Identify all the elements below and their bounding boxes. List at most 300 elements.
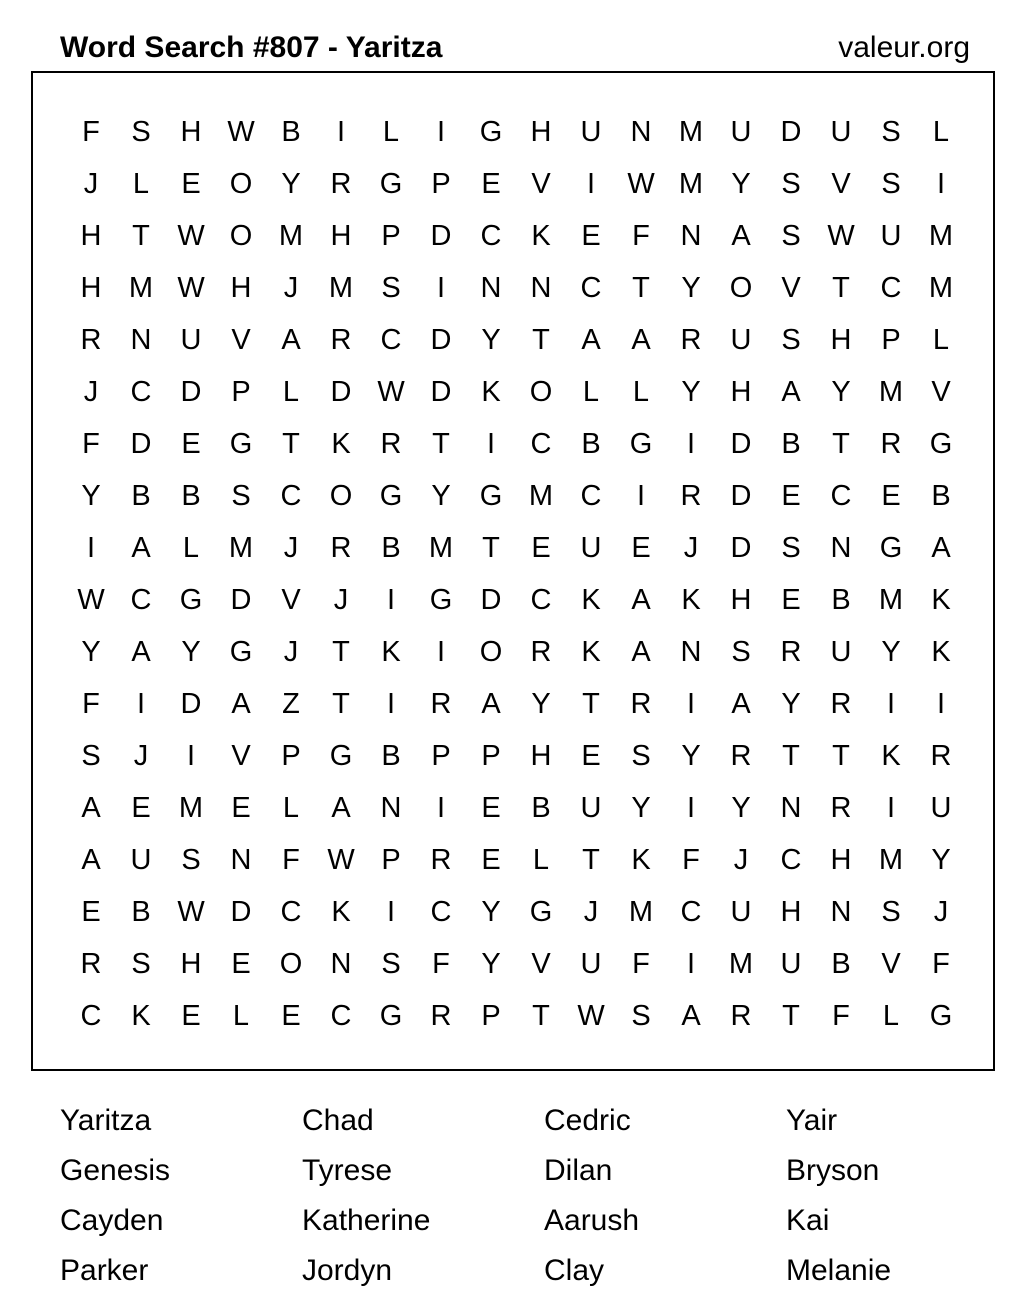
grid-cell: I [886, 687, 896, 720]
grid-cell: H [80, 219, 102, 252]
grid-cell: D [180, 687, 202, 720]
grid-cell: J [283, 531, 299, 564]
grid-cell: C [280, 479, 302, 512]
grid-cell: G [479, 479, 503, 512]
word-list-item: Genesis [60, 1154, 171, 1187]
grid-cell: G [929, 999, 953, 1032]
word-list [60, 1098, 1020, 1298]
grid-cell: N [830, 895, 852, 928]
word-list-item: Katherine [302, 1204, 431, 1237]
grid-cell: G [629, 427, 653, 460]
grid-cell: Y [681, 271, 701, 304]
grid-cell: H [330, 219, 352, 252]
grid-cell: C [780, 843, 802, 876]
grid-cell: N [380, 791, 402, 824]
grid-cell: O [229, 167, 253, 200]
grid-cell: E [481, 167, 501, 200]
word-list-item: Clay [544, 1254, 605, 1287]
word-list-item: Dilan [544, 1154, 613, 1187]
grid-cell: B [581, 427, 601, 460]
grid-cell: D [780, 115, 802, 148]
grid-cell: K [131, 999, 151, 1032]
grid-cell: E [481, 791, 501, 824]
word-list-item: Cedric [544, 1104, 631, 1137]
grid-cell: P [481, 739, 501, 772]
grid-cell: I [936, 167, 946, 200]
grid-cell: T [332, 687, 350, 720]
grid-cell: D [430, 323, 452, 356]
grid-cell: B [381, 531, 401, 564]
grid-cell: K [331, 427, 351, 460]
grid-cell: F [432, 947, 450, 980]
grid-cell: N [780, 791, 802, 824]
grid-cell: C [480, 219, 502, 252]
word-list-item: Parker [60, 1254, 149, 1287]
grid-cell: F [832, 999, 850, 1032]
grid-cell: T [832, 739, 850, 772]
grid-cell: U [830, 115, 852, 148]
grid-cell: Y [481, 895, 501, 928]
grid-cell: I [436, 791, 446, 824]
grid-cell: V [881, 947, 901, 980]
grid-cell: S [881, 115, 901, 148]
grid-cell: K [931, 583, 951, 616]
grid-cell: K [581, 635, 601, 668]
grid-cell: I [486, 427, 496, 460]
grid-cell: Y [781, 687, 801, 720]
grid-cell: E [181, 167, 201, 200]
grid-cell: I [186, 739, 196, 772]
grid-cell: I [386, 583, 396, 616]
grid-cell: A [281, 323, 301, 356]
grid-cell: N [480, 271, 502, 304]
grid-cell: Y [481, 323, 501, 356]
grid-cell: R [380, 427, 402, 460]
grid-cell: S [781, 531, 801, 564]
grid-cell: S [381, 947, 401, 980]
grid-cell: E [481, 843, 501, 876]
grid-cell: F [682, 843, 700, 876]
grid-cell: Y [481, 947, 501, 980]
grid-cell: T [482, 531, 500, 564]
grid-cell: A [631, 583, 651, 616]
grid-cell: Z [282, 687, 300, 720]
grid-cell: M [928, 219, 954, 252]
grid-cell: J [733, 843, 749, 876]
grid-cell: E [881, 479, 901, 512]
grid-cell: S [781, 219, 801, 252]
grid-cell: V [781, 271, 801, 304]
grid-cell: U [130, 843, 152, 876]
grid-cell: Y [681, 375, 701, 408]
grid-cell: M [728, 947, 754, 980]
page-title: Word Search #807 - Yaritza [60, 31, 443, 64]
grid-cell: C [380, 323, 402, 356]
grid-cell: Y [181, 635, 201, 668]
grid-cell: Y [431, 479, 451, 512]
grid-cell: I [336, 115, 346, 148]
grid-cell: L [232, 999, 250, 1032]
word-list-item: Melanie [786, 1254, 892, 1287]
grid-cell: L [632, 375, 650, 408]
grid-cell: G [379, 999, 403, 1032]
grid-cell: M [928, 271, 954, 304]
grid-cell: S [631, 999, 651, 1032]
grid-cell: T [532, 999, 550, 1032]
grid-cell: B [181, 479, 201, 512]
grid-cell: N [680, 219, 702, 252]
grid-cell: D [480, 583, 502, 616]
grid-cell: T [582, 687, 600, 720]
grid-cell: W [577, 999, 605, 1032]
grid-cell: P [381, 843, 401, 876]
word-list-item: Yair [786, 1104, 838, 1137]
grid-cell: W [227, 115, 255, 148]
grid-cell: L [882, 999, 900, 1032]
letter-grid [66, 106, 966, 1042]
grid-cell: U [180, 323, 202, 356]
grid-cell: H [780, 895, 802, 928]
grid-cell: T [632, 271, 650, 304]
grid-cell: U [880, 219, 902, 252]
grid-cell: W [327, 843, 355, 876]
grid-cell: T [132, 219, 150, 252]
grid-cell: M [528, 479, 554, 512]
grid-cell: N [680, 635, 702, 668]
grid-cell: Y [81, 479, 101, 512]
grid-cell: P [381, 219, 401, 252]
grid-cell: D [230, 583, 252, 616]
grid-cell: B [781, 427, 801, 460]
grid-cell: Y [281, 167, 301, 200]
grid-cell: B [931, 479, 951, 512]
grid-cell: G [379, 479, 403, 512]
grid-cell: R [680, 479, 702, 512]
grid-cell: E [531, 531, 551, 564]
grid-cell: W [177, 219, 205, 252]
grid-cell: O [229, 219, 253, 252]
grid-cell: V [531, 947, 551, 980]
grid-cell: M [428, 531, 454, 564]
grid-cell: U [780, 947, 802, 980]
grid-cell: E [231, 791, 251, 824]
grid-cell: U [580, 791, 602, 824]
grid-cell: H [730, 375, 752, 408]
grid-cell: F [282, 843, 300, 876]
grid-cell: D [330, 375, 352, 408]
grid-cell: P [231, 375, 251, 408]
grid-cell: M [878, 375, 904, 408]
grid-cell: J [583, 895, 599, 928]
grid-cell: A [631, 635, 651, 668]
grid-cell: A [731, 687, 751, 720]
word-list-item: Cayden [60, 1204, 164, 1237]
grid-cell: J [83, 167, 99, 200]
grid-cell: S [231, 479, 251, 512]
grid-cell: V [231, 739, 251, 772]
grid-cell: G [179, 583, 203, 616]
grid-cell: E [181, 427, 201, 460]
grid-cell: R [830, 791, 852, 824]
grid-cell: K [381, 635, 401, 668]
grid-cell: O [279, 947, 303, 980]
grid-cell: R [730, 999, 752, 1032]
grid-cell: E [781, 479, 801, 512]
grid-cell: I [136, 687, 146, 720]
grid-cell: I [636, 479, 646, 512]
grid-cell: I [686, 947, 696, 980]
grid-cell: T [432, 427, 450, 460]
grid-cell: H [730, 583, 752, 616]
grid-cell: Y [831, 375, 851, 408]
grid-cell: R [880, 427, 902, 460]
grid-cell: A [931, 531, 951, 564]
word-list-item: Bryson [786, 1154, 880, 1187]
grid-cell: A [331, 791, 351, 824]
grid-cell: E [281, 999, 301, 1032]
grid-cell: E [781, 583, 801, 616]
grid-cell: G [429, 583, 453, 616]
grid-cell: D [430, 375, 452, 408]
grid-cell: S [781, 323, 801, 356]
grid-cell: G [879, 531, 903, 564]
grid-cell: M [878, 583, 904, 616]
grid-cell: L [932, 115, 950, 148]
grid-cell: U [730, 323, 752, 356]
grid-cell: S [881, 167, 901, 200]
grid-cell: K [331, 895, 351, 928]
grid-cell: C [530, 427, 552, 460]
grid-cell: L [282, 791, 300, 824]
grid-cell: C [580, 271, 602, 304]
grid-cell: T [282, 427, 300, 460]
grid-cell: A [81, 791, 101, 824]
site-name: valeur.org [838, 31, 970, 64]
grid-cell: E [631, 531, 651, 564]
grid-cell: A [231, 687, 251, 720]
grid-cell: I [436, 635, 446, 668]
grid-cell: Y [631, 791, 651, 824]
grid-cell: J [283, 271, 299, 304]
grid-cell: D [430, 219, 452, 252]
grid-cell: N [130, 323, 152, 356]
grid-cell: R [430, 687, 452, 720]
grid-cell: V [231, 323, 251, 356]
grid-cell: S [731, 635, 751, 668]
grid-cell: S [881, 895, 901, 928]
grid-cell: R [830, 687, 852, 720]
grid-cell: F [932, 947, 950, 980]
grid-cell: Y [81, 635, 101, 668]
grid-cell: T [782, 739, 800, 772]
grid-cell: K [931, 635, 951, 668]
grid-cell: P [881, 323, 901, 356]
grid-cell: I [886, 791, 896, 824]
grid-cell: K [631, 843, 651, 876]
grid-cell: H [180, 947, 202, 980]
grid-cell: S [781, 167, 801, 200]
grid-cell: C [580, 479, 602, 512]
grid-cell: W [177, 895, 205, 928]
grid-cell: J [683, 531, 699, 564]
grid-cell: L [282, 375, 300, 408]
grid-cell: C [330, 999, 352, 1032]
grid-cell: D [230, 895, 252, 928]
grid-cell: M [178, 791, 204, 824]
word-list-item: Jordyn [302, 1254, 393, 1287]
grid-cell: O [529, 375, 553, 408]
grid-cell: I [936, 687, 946, 720]
grid-cell: M [628, 895, 654, 928]
grid-cell: C [830, 479, 852, 512]
word-list-item: Aarush [544, 1204, 640, 1237]
grid-cell: R [80, 323, 102, 356]
grid-cell: F [82, 687, 100, 720]
grid-cell: W [77, 583, 105, 616]
grid-cell: R [780, 635, 802, 668]
grid-cell: G [529, 895, 553, 928]
grid-cell: P [281, 739, 301, 772]
grid-cell: F [632, 947, 650, 980]
grid-cell: H [180, 115, 202, 148]
grid-cell: A [681, 999, 701, 1032]
grid-cell: P [431, 739, 451, 772]
grid-cell: A [131, 635, 151, 668]
grid-cell: V [531, 167, 551, 200]
grid-cell: W [827, 219, 855, 252]
grid-cell: R [430, 999, 452, 1032]
grid-cell: M [228, 531, 254, 564]
grid-cell: N [230, 843, 252, 876]
header [60, 28, 970, 68]
grid-cell: R [430, 843, 452, 876]
grid-cell: F [82, 115, 100, 148]
grid-cell: R [730, 739, 752, 772]
grid-cell: E [581, 739, 601, 772]
grid-cell: K [881, 739, 901, 772]
grid-cell: H [530, 739, 552, 772]
grid-cell: C [80, 999, 102, 1032]
grid-cell: M [878, 843, 904, 876]
grid-cell: U [830, 635, 852, 668]
grid-cell: I [386, 687, 396, 720]
grid-cell: G [229, 427, 253, 460]
grid-cell: B [531, 791, 551, 824]
grid-cell: L [532, 843, 550, 876]
grid-cell: M [328, 271, 354, 304]
grid-cell: Y [881, 635, 901, 668]
grid-cell: H [830, 323, 852, 356]
grid-cell: S [81, 739, 101, 772]
grid-cell: I [386, 895, 396, 928]
grid-cell: G [329, 739, 353, 772]
grid-cell: V [831, 167, 851, 200]
grid-cell: E [81, 895, 101, 928]
grid-cell: A [631, 323, 651, 356]
grid-cell: A [581, 323, 601, 356]
word-list-item: Yaritza [60, 1104, 152, 1137]
grid-cell: W [377, 375, 405, 408]
grid-cell: U [730, 115, 752, 148]
grid-cell: K [681, 583, 701, 616]
grid-cell: J [333, 583, 349, 616]
grid-cell: E [581, 219, 601, 252]
grid-cell: J [83, 375, 99, 408]
grid-cell: C [130, 583, 152, 616]
grid-cell: R [680, 323, 702, 356]
grid-cell: Y [681, 739, 701, 772]
grid-cell: K [481, 375, 501, 408]
grid-cell: V [931, 375, 951, 408]
grid-cell: B [381, 739, 401, 772]
grid-cell: E [181, 999, 201, 1032]
grid-cell: Y [731, 791, 751, 824]
grid-cell: U [580, 115, 602, 148]
grid-cell: K [581, 583, 601, 616]
grid-cell: S [131, 947, 151, 980]
word-list-item: Kai [786, 1204, 830, 1237]
grid-cell: W [627, 167, 655, 200]
grid-cell: I [686, 687, 696, 720]
grid-cell: C [430, 895, 452, 928]
grid-cell: L [932, 323, 950, 356]
grid-cell: U [580, 531, 602, 564]
grid-cell: A [731, 219, 751, 252]
grid-cell: S [381, 271, 401, 304]
grid-cell: B [131, 895, 151, 928]
grid-cell: V [281, 583, 301, 616]
grid-cell: U [930, 791, 952, 824]
puzzle-frame [31, 71, 995, 1071]
grid-cell: G [929, 427, 953, 460]
grid-cell: E [231, 947, 251, 980]
grid-cell: N [330, 947, 352, 980]
grid-cell: W [177, 271, 205, 304]
grid-cell: D [730, 531, 752, 564]
grid-cell: C [530, 583, 552, 616]
grid-cell: D [730, 427, 752, 460]
grid-cell: Y [531, 687, 551, 720]
grid-cell: C [880, 271, 902, 304]
grid-cell: A [131, 531, 151, 564]
grid-cell: D [130, 427, 152, 460]
grid-cell: S [131, 115, 151, 148]
grid-cell: K [531, 219, 551, 252]
grid-cell: G [379, 167, 403, 200]
grid-cell: R [530, 635, 552, 668]
grid-cell: B [831, 947, 851, 980]
grid-cell: I [436, 115, 446, 148]
grid-cell: L [582, 375, 600, 408]
grid-cell: N [630, 115, 652, 148]
grid-cell: P [481, 999, 501, 1032]
grid-cell: I [86, 531, 96, 564]
grid-cell: L [132, 167, 150, 200]
grid-cell: T [832, 271, 850, 304]
grid-cell: S [631, 739, 651, 772]
grid-cell: Y [731, 167, 751, 200]
grid-cell: M [678, 167, 704, 200]
grid-cell: O [729, 271, 753, 304]
grid-cell: A [481, 687, 501, 720]
grid-cell: B [131, 479, 151, 512]
grid-cell: A [81, 843, 101, 876]
grid-cell: C [680, 895, 702, 928]
grid-cell: J [933, 895, 949, 928]
grid-cell: P [431, 167, 451, 200]
grid-cell: J [133, 739, 149, 772]
grid-cell: H [80, 271, 102, 304]
